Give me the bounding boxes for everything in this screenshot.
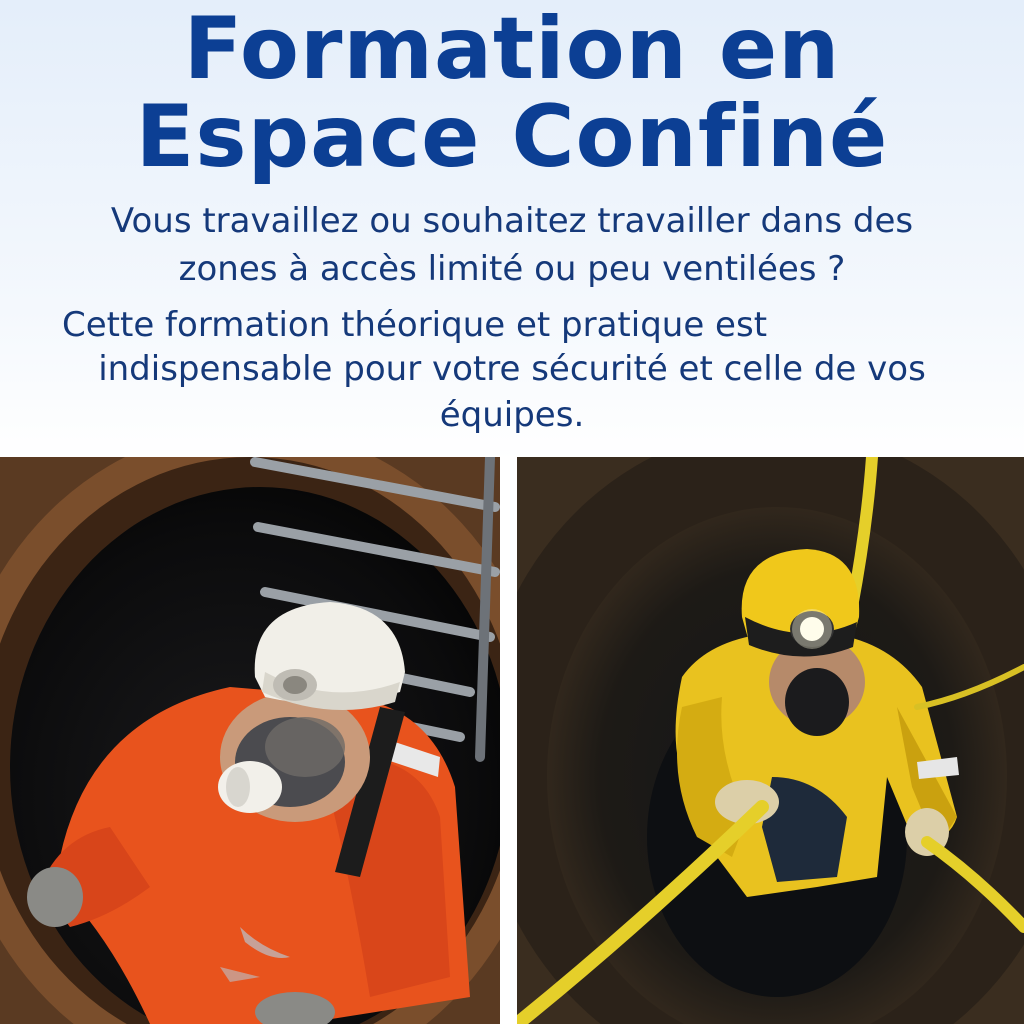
intro-question-line-1: Vous travaillez ou souhaitez travailler dans des (110, 201, 914, 241)
intro-statement-line-2: indispensable pour votre sécurité et celle de vos (98, 349, 926, 389)
yellow-hard-hat (742, 549, 859, 657)
photo-orange-worker-manhole (0, 457, 500, 1024)
intro-question-line-2: zones à accès limité ou peu ventilées ? (178, 249, 846, 289)
hero-header (0, 0, 1024, 455)
page-title-line-1: Formation en (183, 0, 841, 99)
intro-statement-line-1: Cette formation théorique et pratique est (62, 305, 768, 345)
intro-statement-line-3: équipes. (439, 395, 585, 435)
respirator-filter (218, 761, 282, 813)
photo-yellow-worker-shaft (517, 457, 1024, 1024)
page-title-line-2: Espace Confiné (135, 87, 889, 187)
